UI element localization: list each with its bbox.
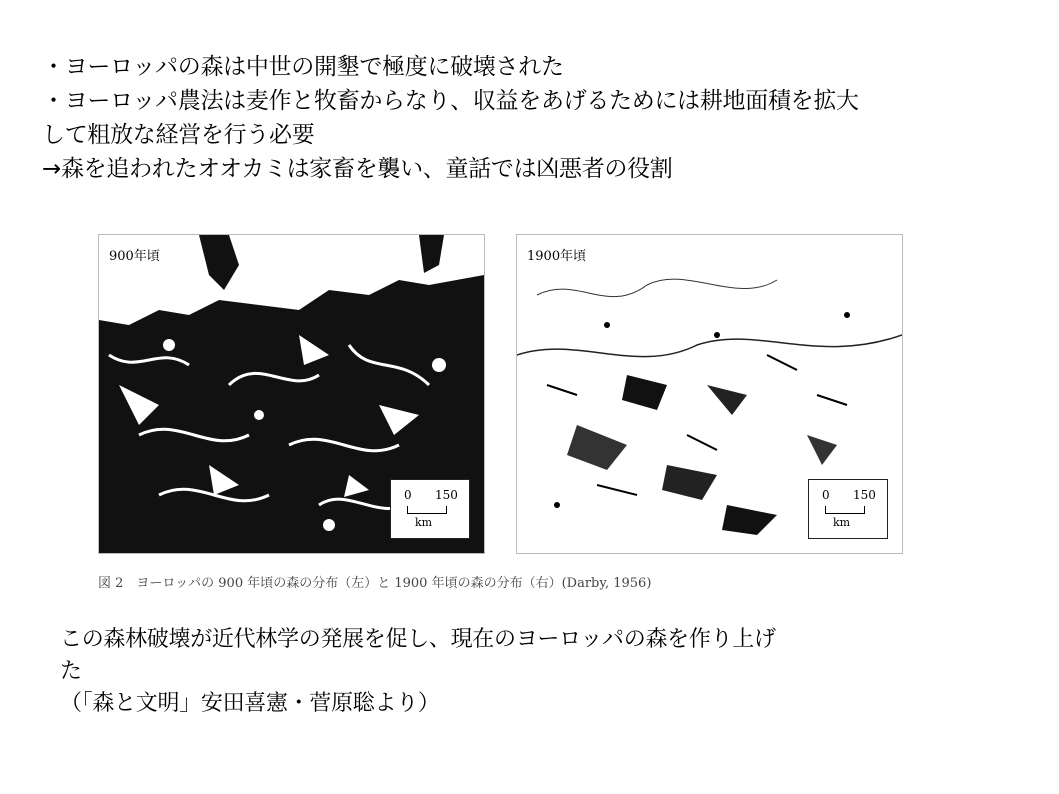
conclusion-text — [60, 624, 1000, 720]
forest-maps-figure — [98, 234, 906, 604]
conclusion-line-1: この森林破壊が近代林学の発展を促し、現在のヨーロッパの森を作り上げ — [60, 627, 776, 652]
map-900-label: 900年頃 — [107, 245, 162, 264]
scale-line — [407, 506, 447, 514]
scale-bar-left — [390, 479, 470, 539]
scale-max: 150 — [435, 488, 458, 502]
bullet-wolf-role: →森を追われたオオカミは家畜を襲い、童話では凶悪者の役割 — [42, 156, 673, 182]
bullet-farming-method: ・ヨーロッパ農法は麦作と牧畜からなり、収益をあげるためには耕地面積を拡大 — [42, 88, 859, 114]
source-citation: （「森と文明」安田喜憲・菅原聡より） — [60, 691, 440, 716]
bullet-medieval-clearing: ・ヨーロッパの森は中世の開墾で極度に破壊された — [42, 54, 564, 80]
scale-bar-right — [808, 479, 888, 539]
scale-zero: 0 — [822, 488, 830, 502]
map-900 — [98, 234, 485, 554]
scale-max: 150 — [853, 488, 876, 502]
conclusion-line-2: た — [60, 659, 82, 684]
figure-caption: 図 2 ヨーロッパの 900 年頃の森の分布（左）と 1900 年頃の森の分布（右）(Darby, 1956) — [98, 576, 652, 591]
scale-line — [825, 506, 865, 514]
bullet-farming-method-cont: して粗放な経営を行う必要 — [42, 122, 315, 148]
scale-zero: 0 — [404, 488, 412, 502]
map-1900-label: 1900年頃 — [525, 245, 588, 264]
map-1900 — [516, 234, 903, 554]
bullet-list — [42, 50, 1032, 186]
scale-unit: km — [833, 516, 851, 529]
scale-unit: km — [415, 516, 433, 529]
